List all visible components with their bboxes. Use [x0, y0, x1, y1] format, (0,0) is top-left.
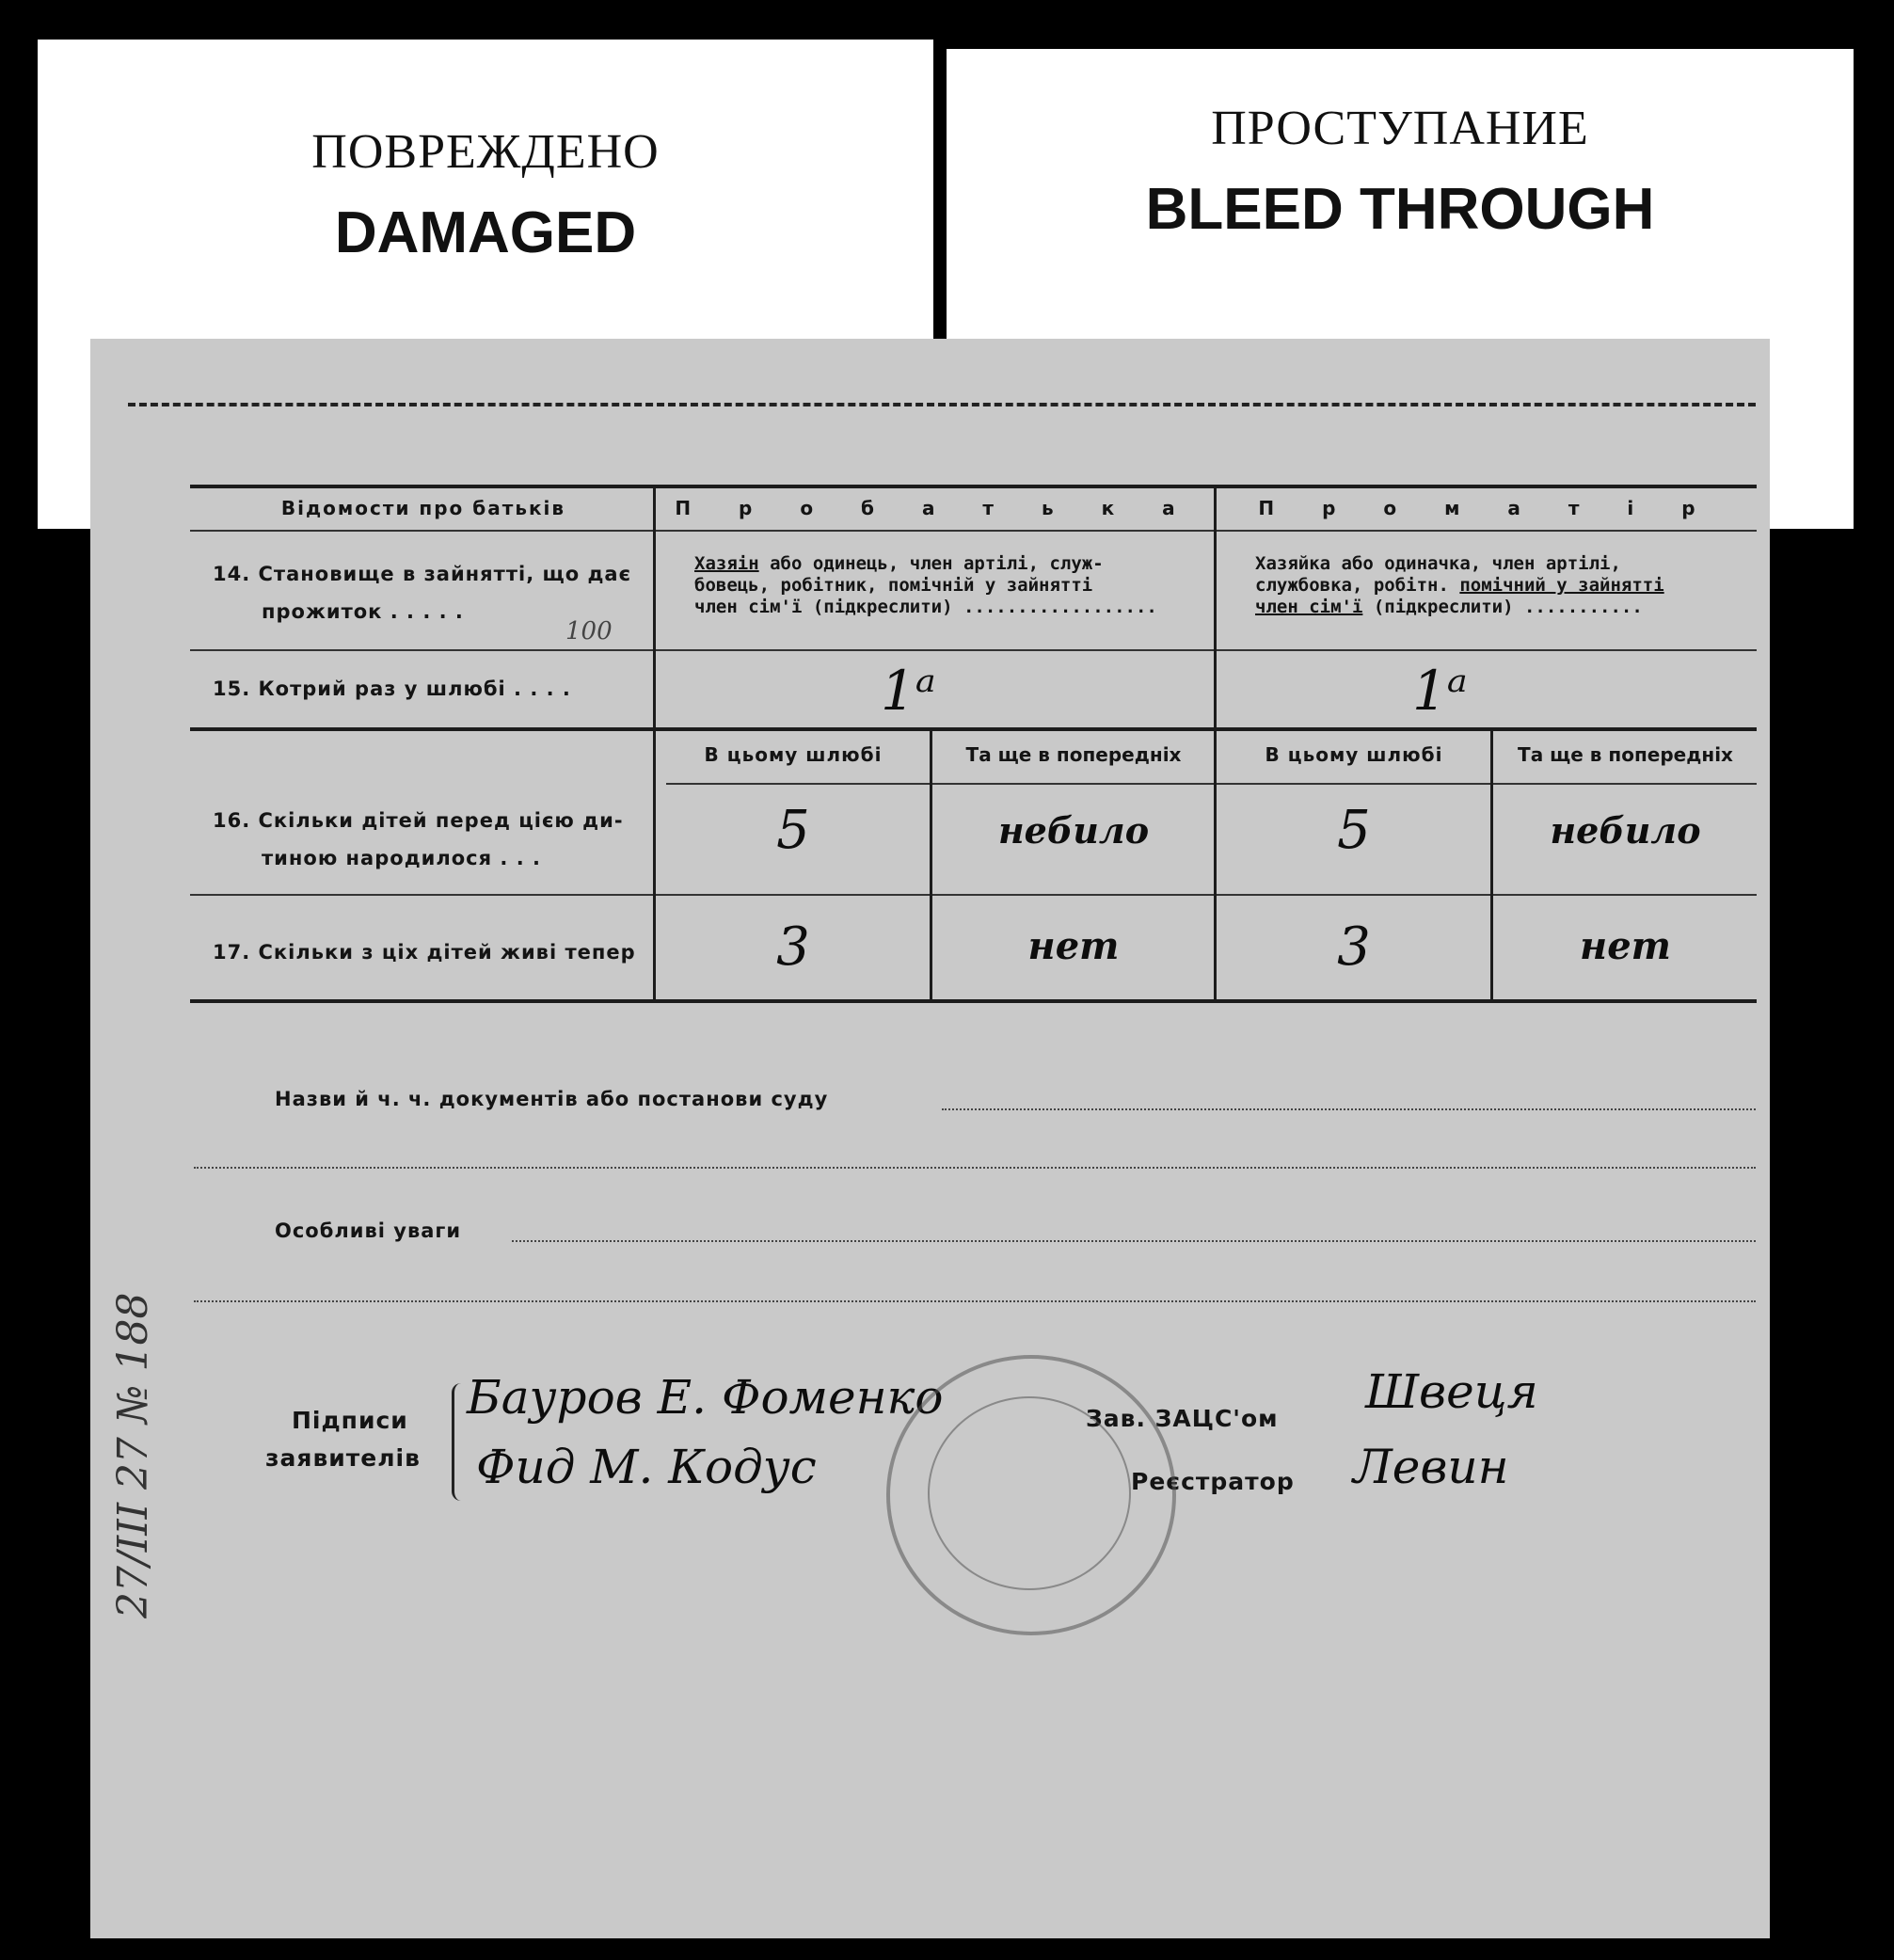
row17-label: 17. Скільки з ціх дітей живі тепер [213, 941, 636, 964]
signatures-label-line1: Підписи [292, 1407, 408, 1434]
table-row14-border [190, 649, 1757, 651]
row15-mother-value: 1ᵃ [1412, 659, 1468, 723]
table-col-divider-4 [1490, 729, 1493, 1002]
mother-status-line1: Хазяйка або одиначка, член артілі, [1255, 553, 1621, 574]
row16-father-prev-value: небило [997, 809, 1150, 852]
father-status-line2: бовець, робітник, помічній у зайнятті [694, 575, 1093, 596]
header-about-mother: П р о м а т і р [1258, 497, 1716, 519]
perforation-line [128, 403, 1756, 406]
form-sheet [90, 339, 1770, 1938]
table-col-divider-1 [653, 485, 656, 1002]
mother-status-line2: службовка, робітн. [1255, 575, 1460, 596]
row17-mother-prev-value: нет [1580, 924, 1671, 968]
damaged-label-ru: ПОВРЕЖДЕНО [311, 125, 660, 179]
table-col-divider-2 [1214, 485, 1217, 1002]
father-previous-header: Та ще в попередніх [965, 743, 1182, 766]
table-col-divider-3 [930, 729, 932, 1002]
father-status-underlined: Хазяін [694, 553, 759, 574]
table-row15-border [190, 727, 1757, 731]
table-subheader-border [666, 783, 1757, 785]
header-about-father: П р о б а т ь к а [675, 497, 1196, 519]
official-round-stamp [886, 1355, 1176, 1635]
applicant-signature-2: Фид М. Кодус [476, 1440, 817, 1494]
damaged-label-en: DAMAGED [334, 200, 637, 265]
applicant-signature-1: Бауров Е. Фоменко [467, 1370, 944, 1425]
row17-mother-this-value: 3 [1337, 916, 1371, 978]
row17-father-this-value: 3 [776, 916, 810, 978]
bleed-through-label-ru: ПРОСТУПАНИЕ [1211, 102, 1589, 155]
table-header-border [190, 530, 1757, 532]
row14-margin-number: 100 [565, 617, 613, 645]
row14-mother-options [1255, 553, 1664, 618]
remarks-line-2 [194, 1300, 1756, 1302]
documents-label: Назви й ч. ч. документів або постанови суду [275, 1088, 829, 1110]
mother-status-underlined-2: член сім'ї [1255, 597, 1363, 617]
margin-registration-note: 27/III 27 № 188 [109, 1292, 157, 1618]
row16-mother-prev-value: небило [1550, 809, 1701, 852]
remarks-line-1 [512, 1240, 1756, 1242]
row14-label-line2: прожиток . . . . . [262, 600, 464, 623]
signatures-brace [452, 1383, 468, 1501]
father-status-line1: або одинець, член артілі, служ- [758, 553, 1104, 574]
documents-line-1 [942, 1108, 1756, 1110]
father-this-marriage-header: В цьому шлюбі [704, 743, 883, 766]
documents-line-2 [194, 1167, 1756, 1169]
registrar-label: Реєстратор [1131, 1468, 1295, 1495]
bleed-through-label-en: BLEED THROUGH [1145, 177, 1655, 242]
row16-label-line1: 16. Скільки дітей перед цією ди- [213, 809, 624, 832]
mother-status-line3: (підкреслити) ........... [1362, 597, 1643, 617]
row14-father-options [694, 553, 1157, 618]
row16-father-this-value: 5 [776, 800, 810, 861]
mother-this-marriage-header: В цьому шлюбі [1265, 743, 1443, 766]
head-registry-signature: Швеця [1365, 1364, 1538, 1419]
table-top-border [190, 485, 1757, 488]
row16-label-line2: тиною народилося . . . [262, 847, 541, 869]
table-bottom-border [190, 999, 1757, 1003]
table-row16-border [190, 894, 1757, 896]
mother-previous-header: Та ще в попередніх [1518, 743, 1733, 766]
header-parents-info: Відомости про батьків [280, 497, 566, 519]
stamp-inner-ring [928, 1396, 1131, 1590]
row14-label-line1: 14. Становище в зайнятті, що дає [213, 563, 632, 585]
row15-label: 15. Котрий раз у шлюбі . . . . [213, 677, 571, 700]
row15-father-value: 1ᵃ [881, 659, 936, 723]
registrar-signature: Левин [1353, 1440, 1509, 1494]
father-status-line3: член сім'ї (підкреслити) .................. [694, 597, 1157, 617]
mother-status-underlined-1: помічний у зайнятті [1459, 575, 1664, 596]
row16-mother-this-value: 5 [1337, 800, 1371, 861]
row17-father-prev-value: нет [1027, 924, 1120, 968]
head-registry-label: Зав. ЗАЦС'ом [1086, 1405, 1279, 1432]
remarks-label: Особливі уваги [275, 1219, 462, 1242]
signatures-label-line2: заявителів [265, 1444, 421, 1472]
